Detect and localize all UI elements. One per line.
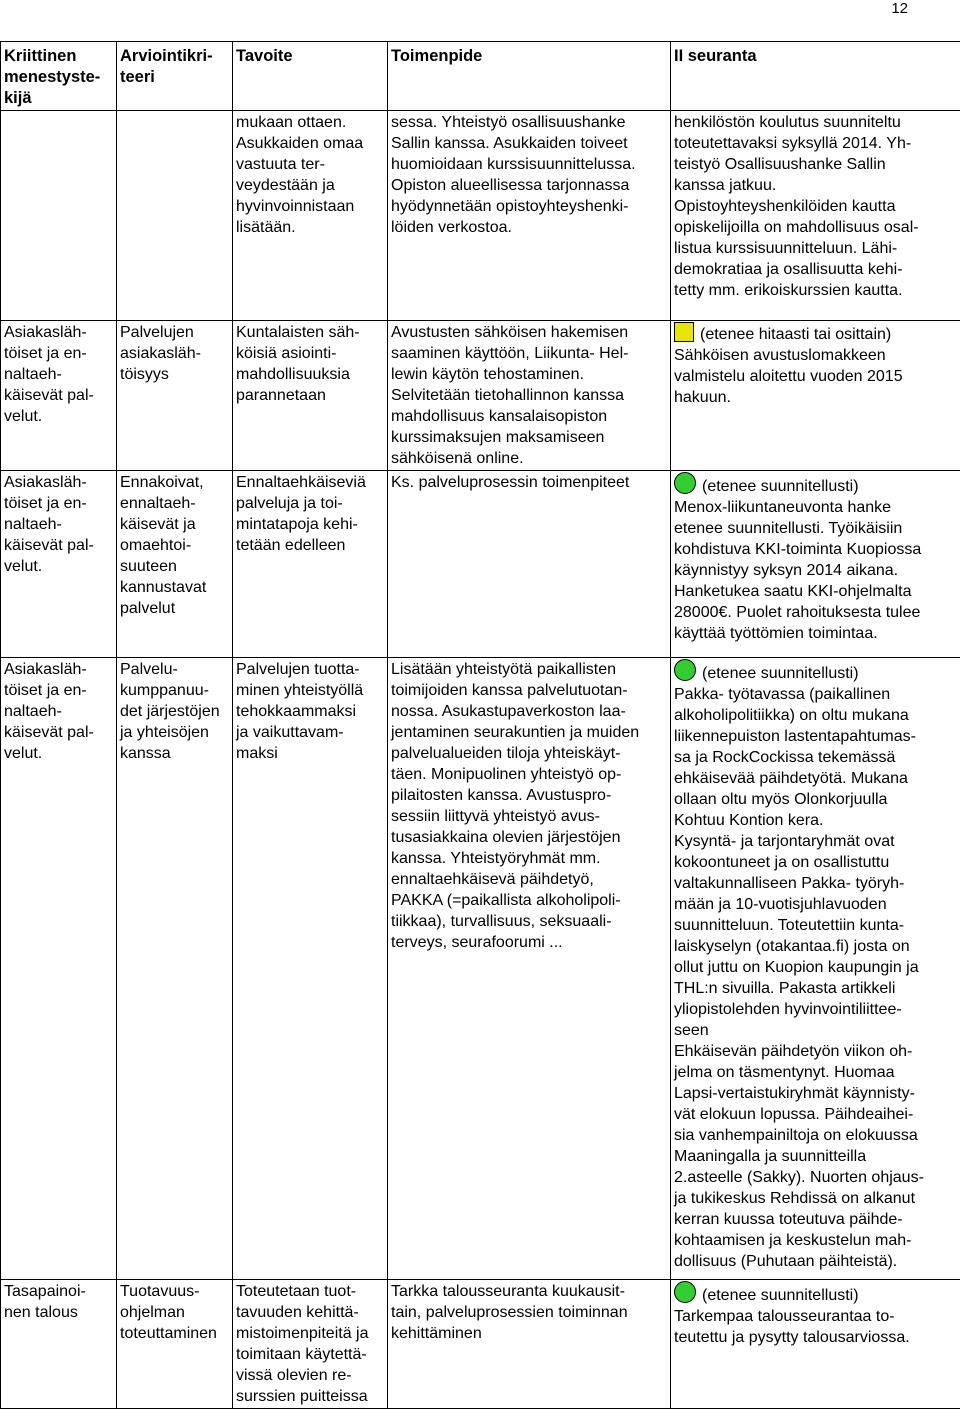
header-row — [1, 42, 960, 111]
green-circle-status-icon — [674, 659, 696, 681]
follow-up-cell — [671, 658, 960, 1280]
table-row — [1, 471, 960, 658]
header-action: Toimenpide — [388, 42, 671, 111]
goal-cell: Ennaltaehkäiseviä palveluja ja toi- mintatapoja kehi- tetään edelleen — [233, 471, 388, 658]
goal-cell: Kuntalaisten säh- köisiä asiointi- mahdollisuuksia parannetaan — [233, 321, 388, 471]
status-label: (etenee suunnitellusti) — [702, 476, 859, 497]
evaluation-criterion-cell: Palvelu- kumppanuu- det järjestöjen ja yhteisöjen kanssa — [117, 658, 233, 1280]
table-row — [1, 1280, 960, 1409]
critical-success-factor-cell: Asiakasläh- töiset ja en- naltaeh- käisevät pal- velut. — [1, 471, 117, 658]
follow-up-text: Tarkempaa talousseurantaa to- teutettu ja pysytty talousarviossa. — [674, 1306, 957, 1348]
critical-success-factor-cell: Asiakasläh- töiset ja en- naltaeh- käisevät pal- velut. — [1, 658, 117, 1280]
green-circle-status-icon — [674, 472, 696, 494]
status-label: (etenee hitaasti tai osittain) — [700, 324, 891, 345]
follow-up-text: Menox-liikuntaneuvonta hanke etenee suunnitellusti. Työikäisiin kohdistuva KKI-toiminta Kuopiossa käynnistyy syksyn 2014 aikana. Hanketukea saatu KKI-ohjelmalta 28000€. Puolet rahoituksesta tulee käyttää työttömien toimintaa. — [674, 497, 957, 644]
status-line — [674, 472, 957, 497]
table-row — [1, 658, 960, 1280]
goal-cell: mukaan ottaen. Asukkaiden omaa vastuuta ter- veydestään ja hyvinvoinnistaan lisätään. — [233, 111, 388, 321]
goal-cell: Toteutetaan tuot- tavuuden kehittä- mistoimenpiteitä ja toimitaan käytettä- vissä olevien re- surssien puitteissa — [233, 1280, 388, 1409]
green-circle-status-icon — [674, 1281, 696, 1303]
status-line — [674, 659, 957, 684]
action-cell: sessa. Yhteistyö osallisuushanke Sallin kanssa. Asukkaiden toiveet huomioidaan kurssisuunnittelussa. Opiston alueellisessa tarjonnassa hyödynnetään opistoyhteyshenki- löiden verkostoa. — [388, 111, 671, 321]
evaluation-criterion-cell — [117, 111, 233, 321]
follow-up-cell — [671, 1280, 960, 1409]
status-line — [674, 1281, 957, 1306]
follow-up-text: Sähköisen avustuslomakkeen valmistelu aloitettu vuoden 2015 hakuun. — [674, 345, 957, 408]
evaluation-criterion-cell: Tuotavuus- ohjelman toteuttaminen — [117, 1280, 233, 1409]
header-evaluation-criterion: Arviointikri- teeri — [117, 42, 233, 111]
action-cell: Ks. palveluprosessin toimenpiteet — [388, 471, 671, 658]
goal-cell: Palvelujen tuotta- minen yhteistyöllä tehokkaammaksi ja vaikuttavam- maksi — [233, 658, 388, 1280]
status-label: (etenee suunnitellusti) — [702, 663, 859, 684]
critical-success-factor-cell: Asiakasläh- töiset ja en- naltaeh- käisevät pal- velut. — [1, 321, 117, 471]
evaluation-criterion-cell: Palvelujen asiakasläh- töisyys — [117, 321, 233, 471]
action-cell: Tarkka talousseuranta kuukausit- tain, palveluprosessien toiminnan kehittäminen — [388, 1280, 671, 1409]
page-number: 12 — [891, 0, 908, 17]
follow-up-cell — [671, 471, 960, 658]
header-goal: Tavoite — [233, 42, 388, 111]
critical-success-factor-cell — [1, 111, 117, 321]
header-follow-up: II seuranta — [671, 42, 960, 111]
header-critical-success-factor: Kriittinen menestyste- kijä — [1, 42, 117, 111]
action-cell: Lisätään yhteistyötä paikallisten toimijoiden kanssa palvelutuotan- nossa. Asukastupaverkoston laa- jentaminen seurakuntien ja muiden palvelualueiden tiloja yhteiskäyt- täen. Monipuolinen yhteistyö op- pilaitosten kanssa. Avustuspro- sessiin liittyvä yhteistyö avus- tusasiakkaina olevien järjestöjen kanssa. Yhteistyöryhmät mm. ennaltaehkäisevä päihdetyö, PAKKA (=paikallista alkoholipoli- tiikkaa), turvallisuus, seksuaali- terveys, seurafoorumi ... — [388, 658, 671, 1280]
table-row — [1, 111, 960, 321]
yellow-square-status-icon — [674, 322, 694, 342]
follow-up-cell — [671, 111, 960, 321]
evaluation-table — [0, 41, 960, 1409]
critical-success-factor-cell: Tasapainoi- nen talous — [1, 1280, 117, 1409]
action-cell: Avustusten sähköisen hakemisen saaminen käyttöön, Liikunta- Hel- lewin käytön tehostaminen. Selvitetään tietohallinnon kanssa mahdollisuus kansalaisopiston kurssimaksujen maksamiseen sähköisenä online. — [388, 321, 671, 471]
table-row — [1, 321, 960, 471]
follow-up-text: henkilöstön koulutus suunniteltu toteutettavaksi syksyllä 2014. Yh- teistyö Osallisuushanke Sallin kanssa jatkuu. Opistoyhteyshenkilöiden kautta opiskelijoilla on mahdollisuus osal- listua kurssisuunnitteluun. Lähi- demokratiaa ja osallisuutta kehi- tetty mm. erikoiskurssien kautta. — [674, 112, 957, 301]
follow-up-text: Pakka- työtavassa (paikallinen alkoholipolitiikka) on oltu mukana liikennepuiston lastentapahtumas- sa ja RockCockissa tekemässä ehkäisevää päihdetyötä. Mukana ollaan oltu myös Olonkorjuulla Kohtuu Kontion kera. Kysyntä- ja tarjontaryhmät ovat kokoontuneet ja on osallistuttu valtakunnalliseen Pakka- työryh- mään ja 10-vuotisjuhlavuoden suunnitteluun. Toteutettiin kunta- laiskyselyn (otakantaa.fi) josta on ollut juttu on Kuopion kaupungin ja THL:n sivuilla. Pakasta artikkeli yliopistolehden hyvinvointiliitteе- seen Ehkäisevän päihdetyön viikon oh- jelma on täsmentynyt. Huomaa Lapsi-vertaistukiryhmät käynnisty- vät elokuun lopussa. Päihdeaihei- sia vanhempainiltoja on elokuussa Maaningalla ja suunnitteilla 2.asteelle (Sakky). Nuorten ohjaus- ja tukikeskus Rehdissä on alkanut kerran kuussa toteutuva päihde- kohtaamisen ja keskustelun mah- dollisuus (Puhutaan päihteistä). — [674, 684, 957, 1272]
status-line — [674, 322, 957, 345]
follow-up-cell — [671, 321, 960, 471]
evaluation-criterion-cell: Ennakoivat, ennaltaeh- käisevät ja omaehtoi- suuteen kannustavat palvelut — [117, 471, 233, 658]
status-label: (etenee suunnitellusti) — [702, 1285, 859, 1306]
